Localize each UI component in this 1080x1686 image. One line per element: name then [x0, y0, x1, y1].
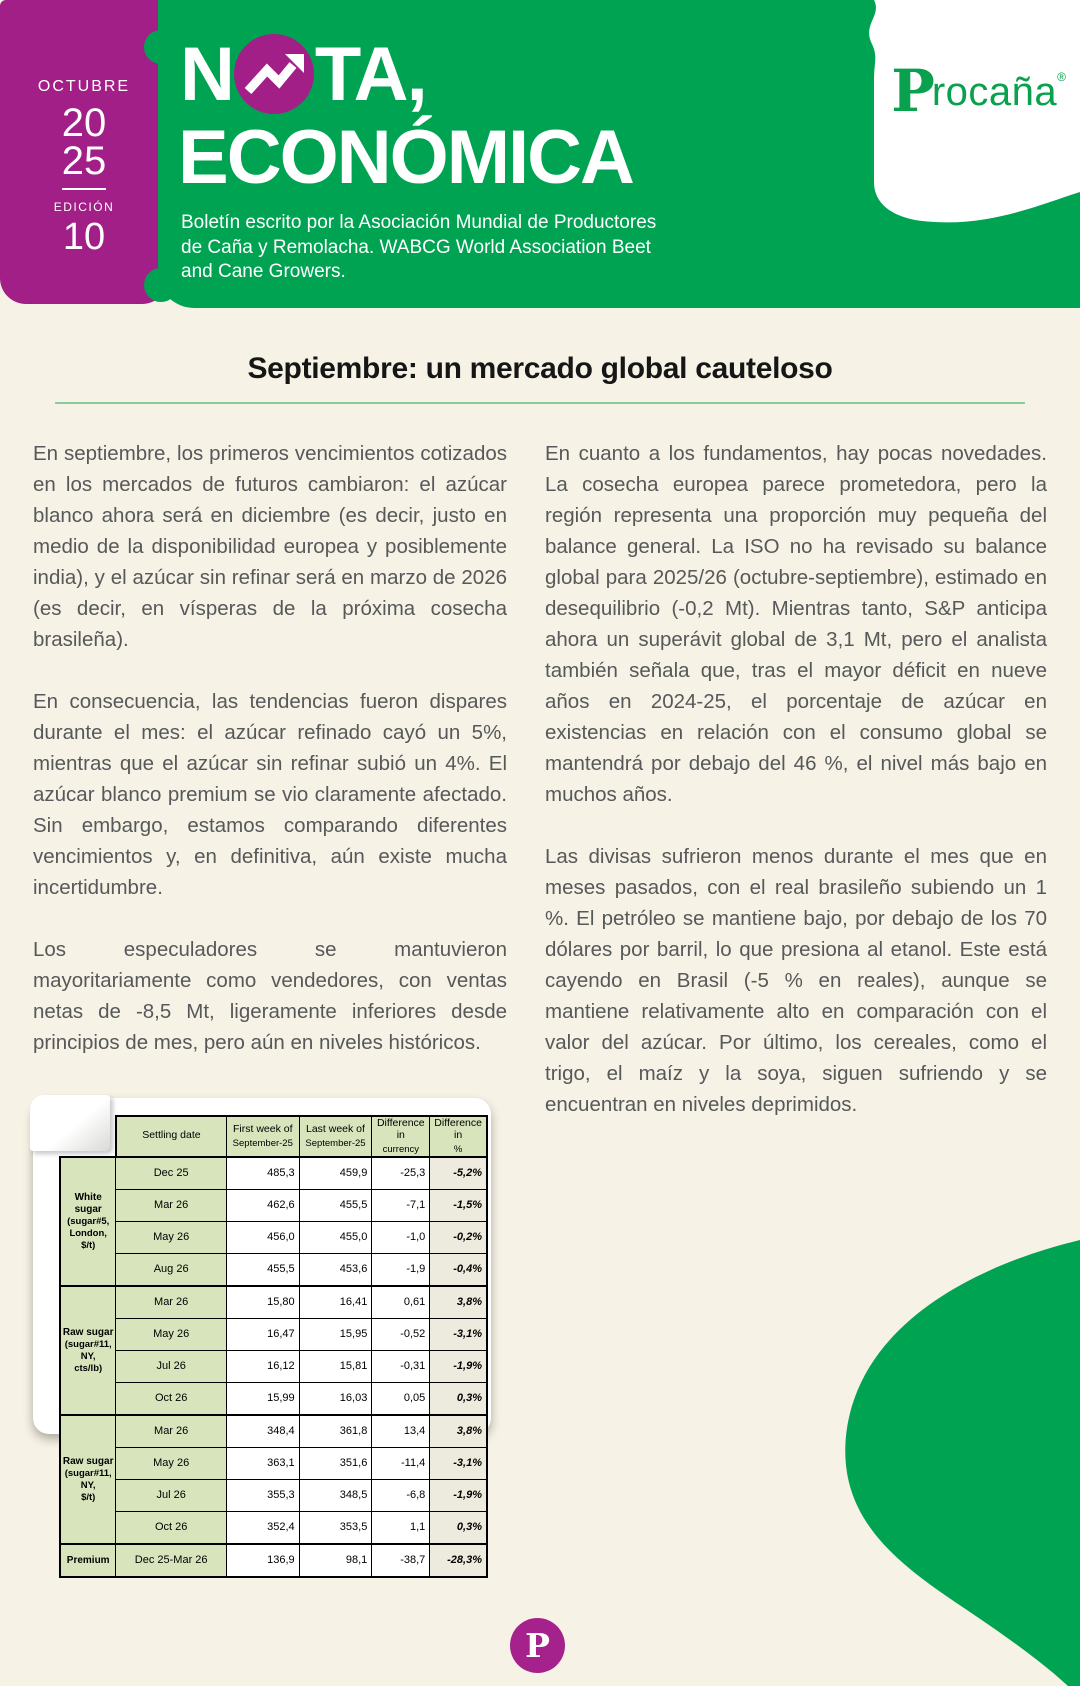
table-cell: -0,52: [372, 1319, 430, 1351]
edition-panel: [0, 0, 168, 304]
table-cell: May 26: [116, 1448, 227, 1480]
table-row: [60, 1157, 487, 1190]
table-cell: -1,9: [372, 1254, 430, 1287]
table-group-label: Raw sugar (sugar#11, NY, cts/lb): [60, 1286, 116, 1415]
table-group-label: Raw sugar (sugar#11, NY, $/t): [60, 1415, 116, 1544]
table-cell: 456,0: [226, 1222, 299, 1254]
paragraph: En consecuencia, las tendencias fueron dispares durante el mes: el azúcar refinado cayó un 5%, mientras que el azúcar sin refinar subió un 4%. El azúcar blanco premium se vio claramente afectado. Sin embargo, estamos comparando diferentes vencimientos y, en definitiva, aún existe mucha incertidumbre.: [33, 690, 507, 899]
edition-label: EDICIÓN: [53, 200, 115, 214]
title-letters-ta: TA: [314, 32, 407, 117]
table-group-label: White sugar (sugar#5, London, $/t): [60, 1157, 116, 1286]
table-row: [60, 1254, 487, 1287]
table-cell: 16,12: [226, 1351, 299, 1383]
column-header-settling-date: Settling date: [116, 1116, 227, 1157]
title-comma: ,: [406, 32, 426, 117]
table-corner-cell: [60, 1116, 116, 1157]
table-cell: Dec 25: [116, 1157, 227, 1190]
table-cell: 351,6: [299, 1448, 372, 1480]
table-cell: 0,3%: [430, 1383, 487, 1416]
table-row: [60, 1480, 487, 1512]
table-cell: 355,3: [226, 1480, 299, 1512]
futures-table: [59, 1115, 488, 1578]
table-cell: -0,31: [372, 1351, 430, 1383]
table-cell: 3,8%: [430, 1415, 487, 1448]
procana-logo-p: P: [891, 57, 932, 125]
green-tab-decoration: [144, 268, 178, 302]
table-cell: Dec 25-Mar 26: [116, 1544, 227, 1577]
column-header-last-week: Last week of September-25: [299, 1116, 372, 1157]
table-cell: 348,4: [226, 1415, 299, 1448]
table-cell: -5,2%: [430, 1157, 487, 1190]
column-header-first-week: First week of September-25: [226, 1116, 299, 1157]
table-cell: 0,05: [372, 1383, 430, 1416]
table-header-row: [60, 1116, 487, 1157]
table-row: [60, 1190, 487, 1222]
table-cell: -7,1: [372, 1190, 430, 1222]
table-cell: -1,9%: [430, 1480, 487, 1512]
table-cell: Mar 26: [116, 1190, 227, 1222]
table-row: [60, 1222, 487, 1254]
paragraph: En septiembre, los primeros vencimientos cotizados en los mercados de futuros cambiaron: el azúcar blanco ahora será en diciembre (es decir, justo en medio de la disponibilidad europea y posiblemente india), y el azúcar sin refinar será en marzo de 2026 (es decir, en vísperas de la próxima cosecha brasileña).: [33, 442, 507, 651]
table-cell: -3,1%: [430, 1319, 487, 1351]
table-cell: 16,47: [226, 1319, 299, 1351]
newsletter-subtitle: Boletín escrito por la Asociación Mundial de Productores de Caña y Remolacha. WABCG World Association Beet and Cane Growers.: [181, 212, 657, 282]
table-cell: 459,9: [299, 1157, 372, 1190]
newsletter-title-line2: ECONÓMICA: [178, 115, 633, 200]
table-cell: Mar 26: [116, 1286, 227, 1319]
footer-procana-badge: [510, 1618, 565, 1673]
table-cell: 15,99: [226, 1383, 299, 1416]
footer-p-letter: P: [525, 1626, 550, 1665]
table-cell: -25,3: [372, 1157, 430, 1190]
table-cell: Oct 26: [116, 1383, 227, 1416]
futures-table-body: [60, 1157, 487, 1577]
table-cell: 16,41: [299, 1286, 372, 1319]
table-cell: -6,8: [372, 1480, 430, 1512]
table-cell: 485,3: [226, 1157, 299, 1190]
table-cell: 353,5: [299, 1512, 372, 1545]
edition-month: OCTUBRE: [37, 78, 131, 95]
table-cell: 16,03: [299, 1383, 372, 1416]
column-header-diff-pct: Difference in %: [430, 1116, 487, 1157]
table-cell: 15,95: [299, 1319, 372, 1351]
trend-arrow-circle-icon: [234, 34, 314, 114]
table-cell: 1,1: [372, 1512, 430, 1545]
table-cell: -1,5%: [430, 1190, 487, 1222]
table-cell: -38,7: [372, 1544, 430, 1577]
table-cell: 455,0: [299, 1222, 372, 1254]
title-letter-n: N: [180, 32, 233, 117]
table-cell: 352,4: [226, 1512, 299, 1545]
table-cell: -11,4: [372, 1448, 430, 1480]
table-cell: 3,8%: [430, 1286, 487, 1319]
table-row: [60, 1319, 487, 1351]
edition-year-line2: 25: [61, 139, 107, 183]
table-cell: -0,4%: [430, 1254, 487, 1287]
table-cell: 15,80: [226, 1286, 299, 1319]
table-cell: 13,4: [372, 1415, 430, 1448]
article-headline: Septiembre: un mercado global cauteloso: [247, 352, 833, 385]
edition-number: 10: [62, 216, 106, 258]
table-cell: May 26: [116, 1222, 227, 1254]
edition-year-line1: 20: [61, 101, 107, 145]
table-cell: Oct 26: [116, 1512, 227, 1545]
table-cell: Jul 26: [116, 1351, 227, 1383]
newsletter-title-line1: [180, 32, 426, 117]
procana-logo-text: rocaña: [931, 70, 1058, 114]
table-cell: 462,6: [226, 1190, 299, 1222]
table-cell: Jul 26: [116, 1480, 227, 1512]
table-cell: 455,5: [299, 1190, 372, 1222]
table-cell: 453,6: [299, 1254, 372, 1287]
paragraph: En cuanto a los fundamentos, hay pocas novedades. La cosecha europea parece prometedora, pero la región representa una proporción muy pequeña del balance general. La ISO no ha revisado su balance global para 2025/26 (octubre-septiembre), estimado en desequilibrio (-0,2 Mt). Mientras tanto, S&P anticipa ahora un superávit global de 3,1 Mt, pero el analista también señala que, tras el mayor déficit en nueve años en 2024-25, el porcentaje de azúcar en existencias en relación con el consumo global se mantendrá por debajo del 46 %, el nivel más bajo en muchos años.: [545, 442, 1047, 806]
table-cell: 0,61: [372, 1286, 430, 1319]
table-cell: -3,1%: [430, 1448, 487, 1480]
green-blob-decoration: [830, 1226, 1080, 1686]
table-cell: 348,5: [299, 1480, 372, 1512]
registered-mark-icon: ®: [1057, 70, 1066, 84]
paragraph: Las divisas sufrieron menos durante el mes que en meses pasados, con el real brasileño subiendo un 1 %. El petróleo se mantiene bajo, por debajo de los 70 dólares por barril, lo que presiona al etanol. Este está cayendo en Brasil (-5 % en reales), aunque se mantiene relativamente alto en comparación con el valor del azúcar. Por último, los cereales, como el trigo, el maíz y la soya, siguen sufriendo y se encuentran en niveles deprimidos.: [545, 845, 1047, 1116]
procana-logo: [891, 57, 1066, 125]
paragraph: Los especuladores se mantuvieron mayoritariamente como vendedores, con ventas netas de -8,5 Mt, ligeramente inferiores desde principios de mes, pero aún en niveles históricos.: [33, 938, 507, 1054]
table-cell: -1,0: [372, 1222, 430, 1254]
table-cell: Aug 26: [116, 1254, 227, 1287]
table-cell: 136,9: [226, 1544, 299, 1577]
column-header-diff-currency: Difference in currency: [372, 1116, 430, 1157]
table-cell: 15,81: [299, 1351, 372, 1383]
table-row: [60, 1286, 487, 1319]
table-row: [60, 1415, 487, 1448]
futures-table-card: [33, 1098, 491, 1566]
table-row: [60, 1544, 487, 1577]
table-cell: 363,1: [226, 1448, 299, 1480]
table-cell: Mar 26: [116, 1415, 227, 1448]
masthead-green-panel: [158, 0, 1080, 308]
table-cell: -1,9%: [430, 1351, 487, 1383]
logo-wave-cutout: [868, 0, 1080, 238]
table-row: [60, 1351, 487, 1383]
table-group-label: Premium: [60, 1544, 116, 1577]
table-row: [60, 1383, 487, 1416]
table-cell: May 26: [116, 1319, 227, 1351]
table-cell: 98,1: [299, 1544, 372, 1577]
table-row: [60, 1512, 487, 1545]
table-cell: 361,8: [299, 1415, 372, 1448]
headline-divider: [55, 402, 1025, 404]
left-column: [33, 438, 507, 1566]
table-cell: -28,3%: [430, 1544, 487, 1577]
table-cell: -0,2%: [430, 1222, 487, 1254]
table-cell: 0,3%: [430, 1512, 487, 1545]
edition-underline: [62, 188, 106, 190]
table-cell: 455,5: [226, 1254, 299, 1287]
masthead: [0, 0, 1080, 310]
green-tab-decoration: [144, 30, 178, 64]
table-row: [60, 1448, 487, 1480]
